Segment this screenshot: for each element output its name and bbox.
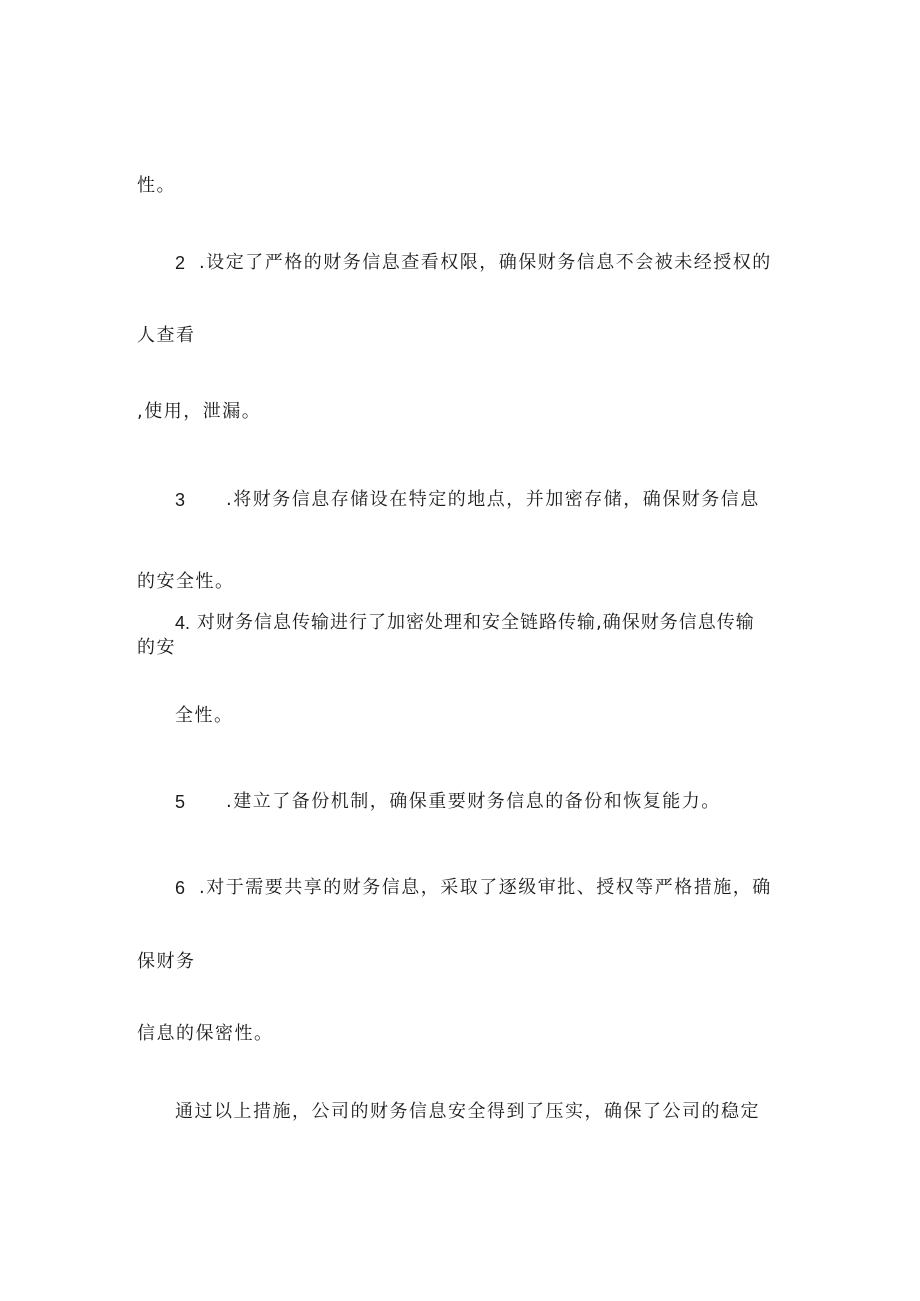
- text-line: 人查看: [137, 325, 196, 346]
- text-line: .设定了严格的财务信息查看权限，确保财务信息不会被未经授权的: [199, 252, 772, 273]
- text-line: .建立了备份机制，确保重要财务信息的备份和恢复能力。: [226, 791, 721, 812]
- text-line: 全性。: [175, 705, 234, 726]
- text-line: 的安全性。: [137, 571, 235, 592]
- item-number: 5: [175, 792, 186, 812]
- text-line: 的安: [137, 637, 176, 658]
- text-line: .对于需要共享的财务信息，采取了逐级审批、授权等严格措施，确: [199, 877, 772, 898]
- text-line: 信息的保密性。: [137, 1023, 274, 1044]
- text-line: 保财务: [137, 951, 196, 972]
- item-number: 3: [175, 490, 186, 510]
- text-line: 性。: [137, 175, 176, 196]
- text-line: 通过以上措施，公司的财务信息安全得到了压实，确保了公司的稳定: [175, 1101, 760, 1122]
- text-line: 对财务信息传输进行了加密处理和安全链路传输,确保财务信息传输: [197, 612, 755, 633]
- text-line: .将财务信息存储设在特定的地点，并加密存储，确保财务信息: [226, 489, 760, 510]
- text-line: ,使用，泄漏。: [137, 401, 262, 422]
- item-number: 6: [175, 878, 186, 898]
- item-number: 4.: [175, 613, 191, 633]
- item-number: 2: [175, 253, 186, 273]
